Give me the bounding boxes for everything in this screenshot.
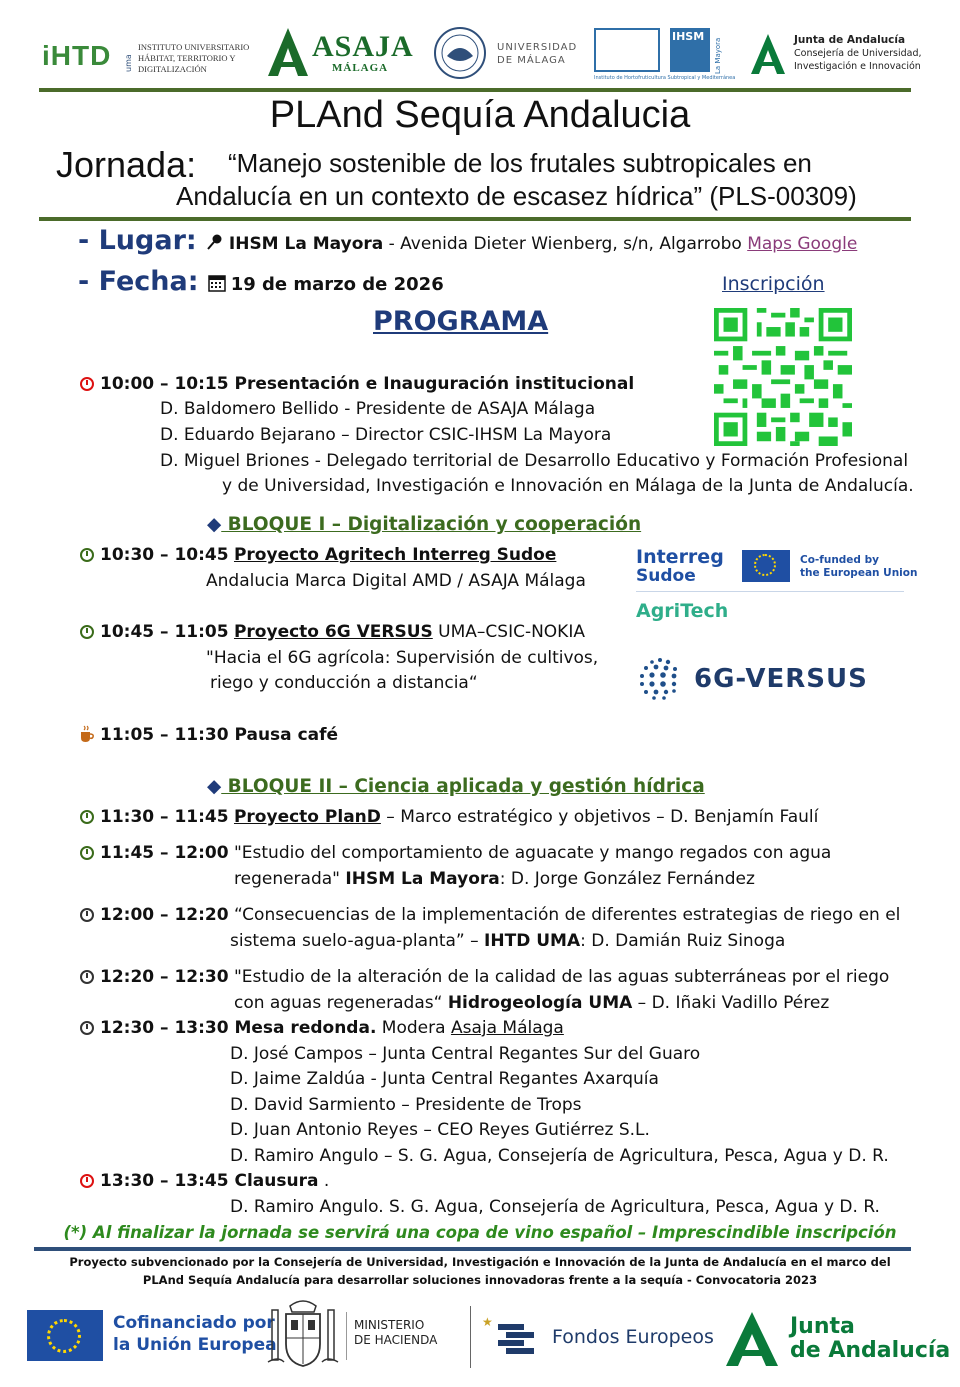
globe-dots-icon	[636, 654, 684, 702]
cofunded-line1: Co-funded by	[800, 554, 879, 566]
item6-line1: “Consecuencias de la implementación de diferentes estrategias de riego en el	[228, 905, 901, 925]
funding-line1: Proyecto subvencionado por la Consejería de Universidad, Investigación e Innovación de la Junta de Andalucía en el marco del	[69, 1255, 891, 1269]
item9-title: Clausura	[228, 1171, 319, 1191]
item1-speaker-1: D. Baldomero Bellido - Presidente de ASAJA Málaga	[160, 399, 596, 419]
item8-title: Mesa redonda.	[228, 1018, 377, 1038]
qr-code-icon[interactable]	[713, 308, 853, 446]
item7-line2a: con aguas regeneradas“	[234, 993, 448, 1013]
diamond-icon: ◆	[207, 514, 222, 535]
agenda-item-6	[80, 905, 900, 925]
item2-time: 10:30 – 10:45	[100, 545, 229, 565]
clock-icon	[80, 625, 94, 639]
eu-cofinanciado-line2: la Unión Europea	[113, 1335, 277, 1355]
page-title: PLAnd Sequía Andalucia	[269, 94, 691, 136]
item2-line2: Andalucia Marca Digital AMD / ASAJA Málaga	[206, 571, 586, 591]
eu-cofinanciado-line1: Cofinanciado por	[113, 1313, 275, 1333]
item3-project: Proyecto 6G VERSUS	[233, 622, 433, 642]
item6-org: IHTD UMA	[484, 931, 581, 951]
pausa-label: Pausa café	[228, 725, 339, 745]
pausa-time: 11:05 – 11:30	[100, 725, 229, 745]
svg-text:★: ★	[482, 1315, 493, 1329]
ihtd-uma-sub: uma	[124, 54, 133, 72]
item1-speaker-2: D. Eduardo Bejarano – Director CSIC-IHSM La Mayora	[160, 425, 612, 445]
interreg-logo	[634, 546, 918, 626]
cofunded-line2: the European Union	[800, 567, 918, 579]
item4-rest: – Marco estratégico y objetivos – D. Benjamín Faulí	[380, 807, 819, 827]
item4-time: 11:30 – 11:45	[100, 807, 229, 827]
fondos-europeos-label: Fondos Europeos	[552, 1326, 714, 1348]
fecha-date: 19 de marzo de 2026	[230, 274, 444, 295]
title-divider	[39, 217, 911, 221]
item8-speaker-1: D. José Campos – Junta Central Regantes Sur del Guaro	[230, 1044, 701, 1064]
funding-line2: PLAnd Sequía Andalucía para desarrollar soluciones innovadoras frente a la sequía - Convocatoria 2023	[142, 1273, 818, 1287]
bloque-1-title: BLOQUE I – Digitalización y cooperación	[221, 514, 642, 535]
pin-icon	[206, 233, 224, 251]
item3-line3: riego y conducción a distancia“	[210, 673, 478, 693]
junta-emblem-icon	[722, 1310, 782, 1368]
item4-project: Proyecto PlanD	[233, 807, 381, 827]
clock-icon	[80, 377, 94, 391]
agenda-item-3	[80, 622, 585, 642]
bloque-2-heading	[207, 776, 705, 797]
item8-speaker-5: D. Ramiro Angulo – S. G. Agua, Consejería de Agricultura, Pesca, Agua y D. R.	[230, 1146, 889, 1166]
agenda-item-5	[80, 843, 831, 863]
ihsm-logo	[594, 28, 736, 84]
lugar-row	[78, 225, 857, 256]
item5-speaker: : D. Jorge González Fernández	[499, 869, 755, 889]
jornada-line2: Andalucía en un contexto de escasez hídrica” (PLS-00309)	[176, 181, 857, 211]
agenda-item-9	[80, 1171, 329, 1191]
clock-icon	[80, 1021, 94, 1035]
agritech-word: AgriTech	[636, 600, 729, 622]
ihtd-name-line2: HÁBITAT, TERRITORIO Y	[138, 53, 236, 63]
item2-project: Proyecto Agritech Interreg Sudoe	[233, 545, 557, 565]
item1-time: 10:00 – 10:15	[100, 374, 229, 394]
ihtd-name-line3: DIGITALIZACIÓN	[138, 64, 207, 74]
item1-speaker-3-cont: y de Universidad, Investigación e Innovación en Málaga de la Junta de Andalucía.	[222, 476, 914, 496]
spain-coat-of-arms-icon	[264, 1296, 342, 1372]
item6-time: 12:00 – 12:20	[100, 905, 229, 925]
item1-speaker-3: D. Miguel Briones - Delegado territorial de Desarrollo Educativo y Formación Profesional	[160, 451, 909, 471]
item3-line2: "Hacia el 6G agrícola: Supervisión de cultivos,	[206, 648, 599, 668]
bloque-2-title: BLOQUE II – Ciencia aplicada y gestión hídrica	[221, 776, 705, 797]
clock-icon	[80, 846, 94, 860]
agenda-item-7	[80, 967, 889, 987]
item7-org: Hidrogeología UMA	[447, 993, 633, 1013]
item5-line2a: regenerada"	[234, 869, 346, 889]
item8-speaker-3: D. David Sarmiento – Presidente de Trops	[230, 1095, 582, 1115]
item7-line2	[234, 993, 829, 1013]
asaja-sub: MÁLAGA	[332, 62, 389, 74]
ihtd-logo	[42, 40, 111, 72]
programa-heading: PROGRAMA	[373, 306, 549, 337]
item3-time: 10:45 – 11:05	[100, 622, 229, 642]
item6-line2a: sistema suelo-agua-planta” –	[230, 931, 485, 951]
junta-top-emblem-icon	[749, 32, 787, 76]
item5-org: IHSM La Mayora	[345, 869, 500, 889]
asaja-malaga-link[interactable]: Asaja Málaga	[450, 1018, 564, 1038]
item8-speaker-4: D. Juan Antonio Reyes – CEO Reyes Gutiérrez S.L.	[230, 1120, 650, 1140]
item9-dot: .	[318, 1171, 330, 1191]
agenda-item-1	[80, 374, 634, 394]
diamond-icon: ◆	[207, 776, 222, 797]
clock-icon	[80, 1174, 94, 1188]
item9-speaker: D. Ramiro Angulo. S. G. Agua, Consejería de Agricultura, Pesca, Agua y D. R.	[230, 1197, 880, 1217]
clock-icon	[80, 810, 94, 824]
item8-time: 12:30 – 13:30	[100, 1018, 229, 1038]
eu-flag-icon	[742, 550, 790, 582]
ministerio-line1: MINISTERIO	[354, 1318, 425, 1332]
fecha-label: - Fecha:	[78, 266, 199, 297]
item7-line1: "Estudio de la alteración de la calidad de las aguas subterráneas por el riego	[228, 967, 890, 987]
asaja-emblem-icon	[262, 26, 314, 78]
maps-google-link[interactable]: Maps Google	[747, 234, 858, 254]
inscripcion-link[interactable]: Inscripción	[722, 273, 825, 295]
ihsm-name: IHSM	[672, 30, 705, 43]
footer-divider	[34, 1247, 911, 1251]
agenda-item-8	[80, 1018, 564, 1038]
asaja-name: ASAJA	[312, 30, 414, 63]
item8-speaker-2: D. Jaime Zaldúa - Junta Central Regantes Axarquía	[230, 1069, 659, 1089]
item5-line1: "Estudio del comportamiento de aguacate y mango regados con agua	[228, 843, 832, 863]
fondos-europeos-icon	[482, 1312, 546, 1362]
jornada-line1: “Manejo sostenible de los frutales subtropicales en	[228, 148, 812, 178]
uma-name-line1: UNIVERSIDAD	[497, 42, 578, 53]
uma-seal-icon	[433, 26, 487, 80]
clock-icon	[80, 908, 94, 922]
ihsm-vertical: La Mayora	[714, 37, 722, 74]
item7-speaker: – D. Iñaki Vadillo Pérez	[632, 993, 830, 1013]
item6-line2	[230, 931, 785, 951]
coffee-cup-icon	[78, 725, 95, 743]
junta-footer-line2: de Andalucía	[790, 1338, 951, 1363]
header-divider	[39, 88, 911, 92]
bloque-1-heading	[207, 514, 641, 535]
ihtd-name-line1: INSTITUTO UNIVERSITARIO	[138, 42, 250, 52]
item5-time: 11:45 – 12:00	[100, 843, 229, 863]
junta-top-line1: Junta de Andalucía	[794, 34, 906, 46]
6g-versus-word: 6G-VERSUS	[694, 664, 868, 694]
sudoe-word: Sudoe	[636, 566, 696, 586]
interreg-word: Interreg	[636, 546, 724, 568]
junta-footer-line1: Junta	[790, 1314, 855, 1339]
junta-top-line3: Investigación e Innovación	[794, 61, 921, 72]
junta-top-line2: Consejería de Universidad,	[794, 48, 922, 59]
uma-name-line2: DE MÁLAGA	[497, 55, 566, 66]
item9-time: 13:30 – 13:45	[100, 1171, 229, 1191]
agenda-item-pausa	[78, 725, 338, 745]
item6-speaker: : D. Damián Ruiz Sinoga	[580, 931, 786, 951]
eu-flag-icon	[27, 1310, 103, 1361]
lugar-place: IHSM La Mayora	[228, 234, 384, 254]
clock-icon	[80, 548, 94, 562]
closing-note: (*) Al finalizar la jornada se servirá una copa de vino español – Imprescindible inscripción	[63, 1223, 897, 1242]
calendar-icon	[208, 274, 226, 292]
fecha-row	[78, 266, 444, 297]
item1-title: Presentación e Inauguración institucional	[228, 374, 635, 394]
lugar-address: - Avenida Dieter Wienberg, s/n, Algarrobo	[383, 234, 748, 254]
ministerio-line2: DE HACIENDA	[354, 1333, 438, 1347]
lugar-label: - Lugar:	[78, 225, 197, 256]
item8-modera: Modera	[376, 1018, 451, 1038]
clock-icon	[80, 970, 94, 984]
item5-line2	[234, 869, 755, 889]
jornada-label: Jornada:	[56, 144, 197, 185]
item3-org: UMA–CSIC-NOKIA	[432, 622, 585, 642]
ihsm-caption: Instituto de Hortofruticultura Subtropical y Mediterránea	[594, 75, 736, 81]
agenda-item-2	[80, 545, 556, 565]
6g-versus-logo	[636, 654, 880, 704]
agenda-item-4	[80, 807, 818, 827]
ihtd-mark: iHTD	[42, 40, 112, 71]
item7-time: 12:20 – 12:30	[100, 967, 229, 987]
